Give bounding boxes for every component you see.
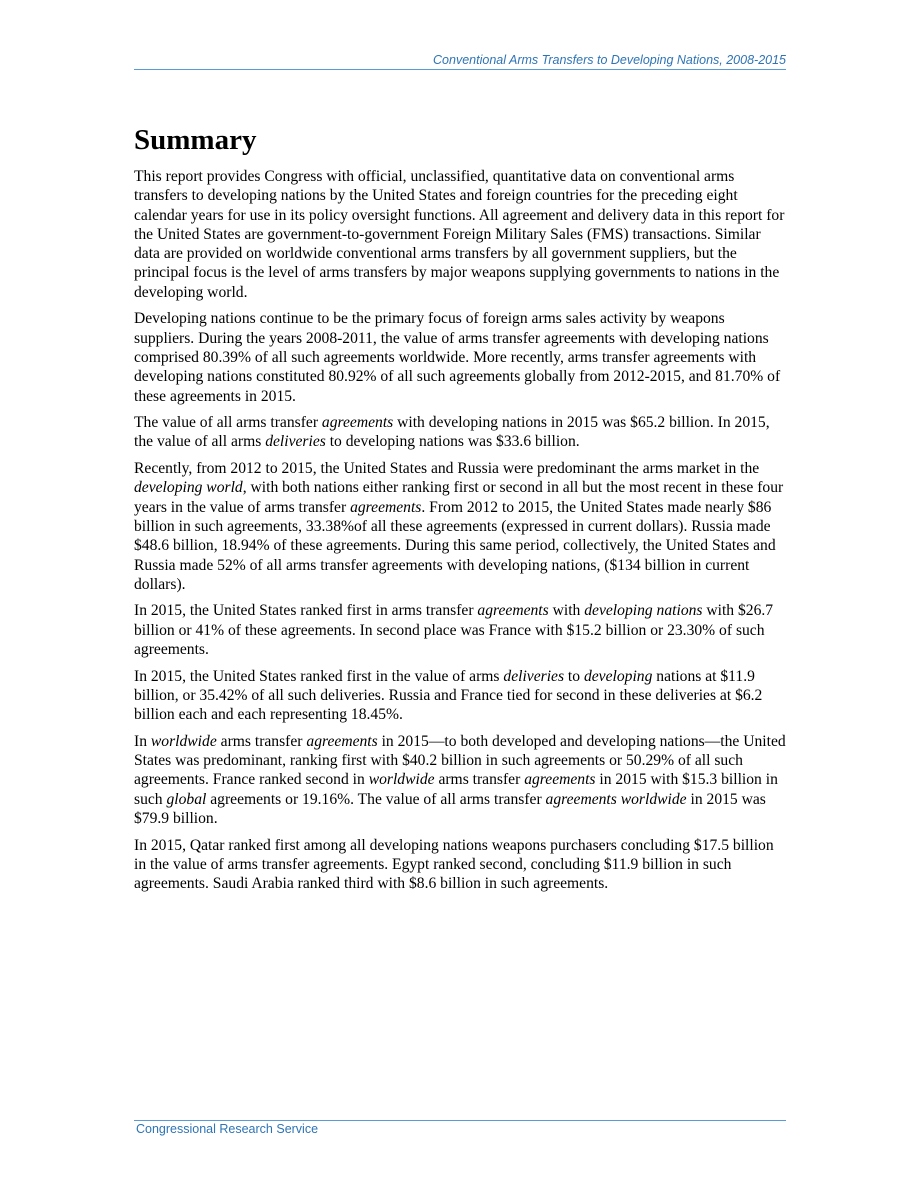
paragraph-text: arms transfer: [216, 732, 307, 750]
paragraph-text: with $26.7 billion or 41% of these agreements. In second place was France with $15.2 billion or 23.30% of such agreements.: [134, 602, 774, 659]
paragraph-text: , with both nations either ranking first or second in all but the most recent in these four years in the value of arms transfer: [134, 479, 784, 516]
emphasized-text: agreements: [350, 498, 422, 516]
paragraph-text: Developing nations continue to be the primary focus of foreign arms sales activity by weapons suppliers. During the years 2008-2011, the value of arms transfer agreements with developing nations comprised 80.39% of all such agreements worldwide. More recently, arms transfer agreements with developing nations constituted 80.92% of all such agreements globally from 2012-2015, and 81.70% of these agreements in 2015.: [134, 310, 781, 405]
summary-paragraph: [134, 601, 786, 659]
paragraph-text: In: [134, 732, 151, 750]
paragraph-text: The value of all arms transfer: [134, 414, 322, 432]
emphasized-text: deliveries: [503, 667, 565, 685]
summary-paragraph: [134, 309, 786, 405]
summary-paragraph: [134, 836, 786, 894]
paragraph-text: Recently, from 2012 to 2015, the United States and Russia were predominant the arms market in the: [134, 460, 760, 478]
paragraph-text: with: [548, 602, 585, 620]
summary-paragraph: [134, 667, 786, 725]
running-footer: Congressional Research Service: [136, 1122, 319, 1136]
summary-paragraph: [134, 459, 786, 594]
paragraph-text: nations at $11.9 billion, or 35.42% of all such deliveries. Russia and France tied for second in these deliveries at $6.2 billion each and each representing 18.45%.: [134, 667, 763, 724]
paragraph-text: arms transfer: [434, 771, 525, 789]
summary-paragraph: [134, 167, 786, 302]
page-title: Summary: [134, 124, 257, 156]
paragraph-text: agreements or 19.16%. The value of all arms transfer: [206, 790, 546, 808]
emphasized-text: worldwide: [368, 771, 435, 789]
emphasized-text: developing world: [134, 479, 243, 497]
paragraph-text: . From 2012 to 2015, the United States made nearly $86 billion in such agreements, 33.38%of all these agreements (expressed in current dollars). Russia made $48.6 billion, 18.94% of these agreements. During this same period, collectively, the United States and Russia made 52% of all arms transfer agreements with developing nations, ($134 billion in current dollars).: [134, 498, 776, 593]
emphasized-text: global: [166, 790, 207, 808]
summary-body: [134, 167, 786, 901]
paragraph-text: In 2015, the United States ranked first in the value of arms: [134, 667, 504, 685]
footer-rule: [134, 1120, 786, 1121]
paragraph-text: with developing nations in 2015 was $65.2 billion. In 2015, the value of all arms: [134, 414, 770, 451]
paragraph-text: to: [564, 667, 584, 685]
paragraph-text: to developing nations was $33.6 billion.: [325, 433, 580, 451]
emphasized-text: agreements: [477, 602, 549, 620]
emphasized-text: developing: [583, 667, 653, 685]
summary-paragraph: [134, 413, 786, 452]
emphasized-text: agreements: [306, 732, 378, 750]
running-header: Conventional Arms Transfers to Developing Nations, 2008-2015: [433, 53, 786, 67]
emphasized-text: agreements worldwide: [545, 790, 687, 808]
emphasized-text: agreements: [321, 414, 394, 432]
paragraph-text: In 2015, Qatar ranked first among all developing nations weapons purchasers concluding $17.5 billion in the value of arms transfer agreements. Egypt ranked second, concluding $11.9 billion in such agreements. Saudi Arabia ranked third with $8.6 billion in such agreements.: [134, 836, 774, 893]
emphasized-text: agreements: [524, 771, 596, 789]
paragraph-text: in 2015 with $15.3 billion in such: [134, 771, 778, 808]
emphasized-text: worldwide: [150, 732, 217, 750]
header-rule: [134, 69, 786, 70]
paragraph-text: in 2015—to both developed and developing nations—the United States was predominant, ranking first with $40.2 billion in such agreements or 50.29% of all such agreements. France ranked second in: [134, 732, 786, 789]
paragraph-text: In 2015, the United States ranked first in arms transfer: [134, 602, 478, 620]
emphasized-text: deliveries: [265, 433, 326, 451]
paragraph-text: in 2015 was $79.9 billion.: [134, 790, 766, 827]
paragraph-text: This report provides Congress with official, unclassified, quantitative data on conventional arms transfers to developing nations by the United States and foreign countries for the preceding eight calendar years for use in its policy oversight functions. All agreement and delivery data in this report for the United States are government-to-government Foreign Military Sales (FMS) transactions. Similar data are provided on worldwide conventional arms transfers by all government suppliers, but the principal focus is the level of arms transfers by major weapons supplying governments to nations in the developing world.: [134, 168, 785, 301]
summary-paragraph: [134, 732, 786, 828]
emphasized-text: developing nations: [584, 602, 703, 620]
